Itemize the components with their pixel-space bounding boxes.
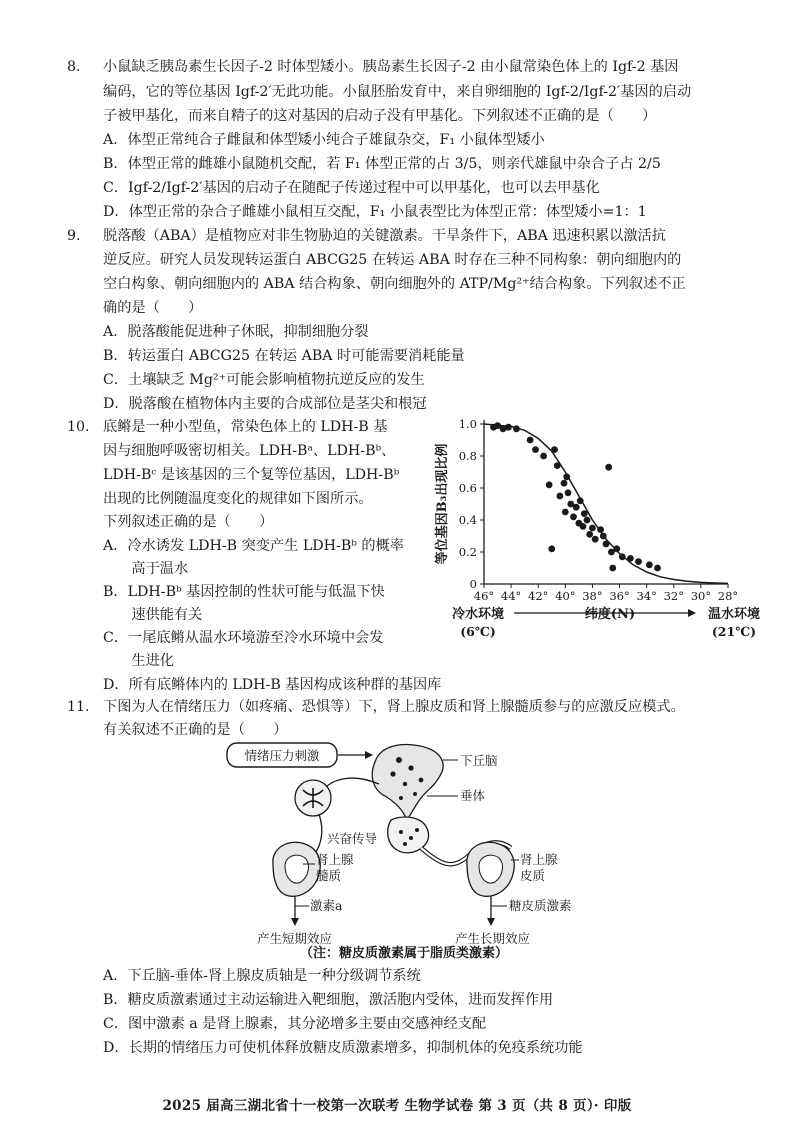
- question-number: 9.: [67, 228, 81, 244]
- y-tick-label: 0: [469, 577, 477, 591]
- option-d: D．体型正常的杂合子雌雄小鼠相互交配，F₁ 小鼠表型比为体型正常：体型矮小=1：1: [103, 204, 647, 220]
- right-temp: (21℃): [711, 624, 757, 639]
- question-text-line: 空白构象、朝向细胞内的 ABA 结合构象、朝向细胞外的 ATP/Mg²⁺结合构象。下列叙述不正: [103, 276, 686, 292]
- option-d: D．长期的情绪压力可使机体释放糖皮质激素增多，抑制机体的免疫系统功能: [103, 1040, 583, 1056]
- arrow-head: [688, 609, 696, 617]
- cortex-label-1: 肾上腺: [520, 852, 558, 867]
- question-number: 8.: [67, 59, 81, 75]
- question-text-line: 脱落酸（ABA）是植物应对非生物胁迫的关键激素。干旱条件下，ABA 迅速积累以激活抗: [103, 228, 666, 244]
- question-text-line: 下列叙述正确的是（ ）: [103, 514, 274, 530]
- data-point: [527, 437, 534, 444]
- x-tick-label: 34°: [636, 589, 657, 603]
- data-point: [600, 533, 607, 540]
- trend-curve: [484, 424, 728, 583]
- question-text-line: 编码，它的等位基因 Igf-2′无此功能。小鼠胚胎发育中，来自卵细胞的 Igf-2/Igf-2′基因的启动: [103, 84, 692, 100]
- arrow-head: [291, 918, 299, 926]
- data-point: [557, 493, 564, 500]
- latitude-allele-chart: [428, 412, 760, 652]
- arrow-head: [487, 918, 495, 926]
- pituitary-label: 垂体: [460, 788, 486, 803]
- data-point: [554, 462, 561, 469]
- option-c: C．一尾底鳉从温水环境游至冷水环境中会发: [103, 630, 384, 646]
- data-point: [592, 536, 599, 543]
- y-tick-label: 0.8: [458, 449, 477, 463]
- data-point: [551, 446, 558, 453]
- question-text-line: 小鼠缺乏胰岛素生长因子-2 时体型矮小。胰岛素生长因子-2 由小鼠常染色体上的 Igf-2 基因: [103, 59, 679, 75]
- option-b-cont: 速供能有关: [103, 607, 203, 623]
- data-point: [570, 513, 577, 520]
- option-c-cont: 生进化: [103, 653, 174, 669]
- data-point: [573, 504, 580, 511]
- medulla-label-1: 肾上腺: [316, 852, 354, 867]
- hypothalamus-shape: [372, 745, 443, 820]
- y-tick-label: 0.6: [458, 481, 477, 495]
- data-point: [646, 561, 653, 568]
- x-tick-label: 36°: [609, 589, 630, 603]
- y-tick-label: 0.4: [458, 513, 477, 527]
- medulla-label-2: 髓质: [316, 868, 342, 883]
- option-b: B．转运蛋白 ABCG25 在转运 ABA 时可能需要消耗能量: [103, 348, 465, 364]
- data-point: [605, 464, 612, 471]
- data-point: [654, 565, 661, 572]
- data-point: [546, 481, 553, 488]
- data-point: [635, 558, 642, 565]
- option-a-cont: 高于温水: [103, 561, 189, 577]
- excitation-label: 兴奋传导: [327, 831, 378, 846]
- question-text-line: 下图为人在情绪压力（如疼痛、恐惧等）下，肾上腺皮质和肾上腺髓质参与的应激反应模式。: [103, 699, 685, 715]
- y-tick-label: 0.2: [458, 545, 477, 559]
- y-tick-label: 1.0: [458, 417, 477, 431]
- hypothalamus-label: 下丘脑: [460, 753, 498, 768]
- left-caption: 冷水环境: [451, 607, 505, 622]
- right-caption: 温水环境: [707, 607, 760, 622]
- x-tick-label: 30°: [690, 589, 712, 603]
- data-point: [580, 523, 587, 530]
- x-tick-label: 28°: [717, 589, 739, 603]
- page-footer: 2025 届高三湖北省十一校第一次联考 生物学试卷 第 3 页（共 8 页）· 印版: [162, 1098, 632, 1114]
- option-b: B．LDH-Bᵇ 基因控制的性状可能与低温下快: [103, 584, 385, 600]
- data-point: [532, 446, 539, 453]
- option-b: B．糖皮质激素通过主动运输进入靶细胞，激活胞内受体，进而发挥作用: [103, 992, 554, 1008]
- data-point: [627, 555, 634, 562]
- option-a: A．脱落酸能促进种子休眠，抑制细胞分裂: [103, 324, 369, 340]
- option-c: C．Igf-2/Igf-2′基因的启动子在随配子传递过程中可以甲基化，也可以去甲基化: [103, 180, 600, 196]
- option-b: B．体型正常的雌雄小鼠随机交配，若 F₁ 体型正常的占 3/5，则亲代雄鼠中杂合子占 2/5: [103, 156, 661, 172]
- data-point: [609, 565, 616, 572]
- option-d: D．脱落酸在植物体内主要的合成部位是茎尖和根冠: [103, 396, 427, 412]
- data-point: [613, 545, 620, 552]
- data-point: [584, 517, 591, 524]
- glucocorticoid-label: 糖皮质激素: [509, 898, 572, 913]
- question-text-line: 底鳉是一种小型鱼，常染色体上的 LDH-B 基: [103, 419, 388, 435]
- arrow-head: [365, 751, 373, 759]
- option-c: C．土壤缺乏 Mg²⁺可能会影响植物抗逆反应的发生: [103, 372, 425, 388]
- question-number: 10.: [67, 419, 90, 435]
- data-point: [603, 541, 610, 548]
- data-point: [548, 545, 555, 552]
- question-text-line: 有关叙述不正确的是（ ）: [103, 722, 288, 738]
- data-point: [505, 424, 512, 431]
- x-tick-label: 44°: [500, 589, 522, 603]
- question-text-line: 出现的比例随温度变化的规律如下图所示。: [103, 491, 373, 507]
- x-tick-label: 42°: [528, 589, 549, 603]
- hormone-a-label: 激素a: [310, 898, 343, 913]
- option-a: A．体型正常纯合子雌鼠和体型矮小纯合子雄鼠杂交，F₁ 小鼠体型矮小: [103, 132, 545, 148]
- question-text-line: LDH-Bᶜ 是该基因的三个复等位基因，LDH-Bᵇ: [103, 467, 400, 483]
- question-text-line: 子被甲基化，而来自精子的这对基因的启动子没有甲基化。下列叙述不正确的是（ ）: [103, 108, 657, 124]
- stress-response-diagram: [215, 740, 595, 950]
- data-point: [581, 510, 588, 517]
- long-effect-label: 产生长期效应: [455, 931, 531, 946]
- cortex-label-2: 皮质: [520, 868, 546, 883]
- data-point: [561, 480, 568, 487]
- x-tick-label: 38°: [582, 589, 603, 603]
- x-axis-label: 纬度(N): [584, 607, 636, 622]
- option-a: A．冷水诱发 LDH-B 突变产生 LDH-Bᵇ 的概率: [103, 538, 404, 554]
- x-tick-label: 32°: [663, 589, 684, 603]
- data-point: [563, 473, 570, 480]
- option-c: C．图中激素 a 是肾上腺素，其分泌增多主要由交感神经支配: [103, 1016, 487, 1032]
- data-point: [565, 489, 572, 496]
- stimulus-label: 情绪压力刺激: [244, 748, 320, 763]
- data-point: [540, 453, 547, 460]
- diagram-note: （注：糖皮质激素属于脂质类激素）: [300, 946, 509, 961]
- data-point: [513, 425, 520, 432]
- option-a: A．下丘脑-垂体-肾上腺皮质轴是一种分级调节系统: [103, 968, 421, 984]
- question-text-line: 确的是（ ）: [103, 300, 203, 316]
- x-tick-label: 40°: [555, 589, 576, 603]
- data-point: [589, 525, 596, 532]
- option-d: D．所有底鳉体内的 LDH-B 基因构成该种群的基因库: [103, 677, 442, 693]
- x-tick-label: 46°: [473, 589, 495, 603]
- question-text-line: 逆反应。研究人员发现转运蛋白 ABCG25 在转运 ABA 时存在三种不同构象：朝向细胞内的: [103, 252, 682, 268]
- data-point: [577, 497, 584, 504]
- y-axis-label: 等位基因B₃出现比例: [435, 443, 450, 565]
- question-text-line: 因与细胞呼吸密切相关。LDH-Bᵃ、LDH-Bᵇ、: [103, 443, 396, 459]
- data-point: [619, 553, 626, 560]
- data-point: [597, 526, 604, 533]
- left-temp: (6℃): [460, 624, 496, 639]
- short-effect-label: 产生短期效应: [257, 931, 333, 946]
- nerve-path: [327, 778, 379, 786]
- data-point: [586, 531, 593, 538]
- question-number: 11.: [67, 699, 90, 715]
- data-point: [562, 509, 569, 516]
